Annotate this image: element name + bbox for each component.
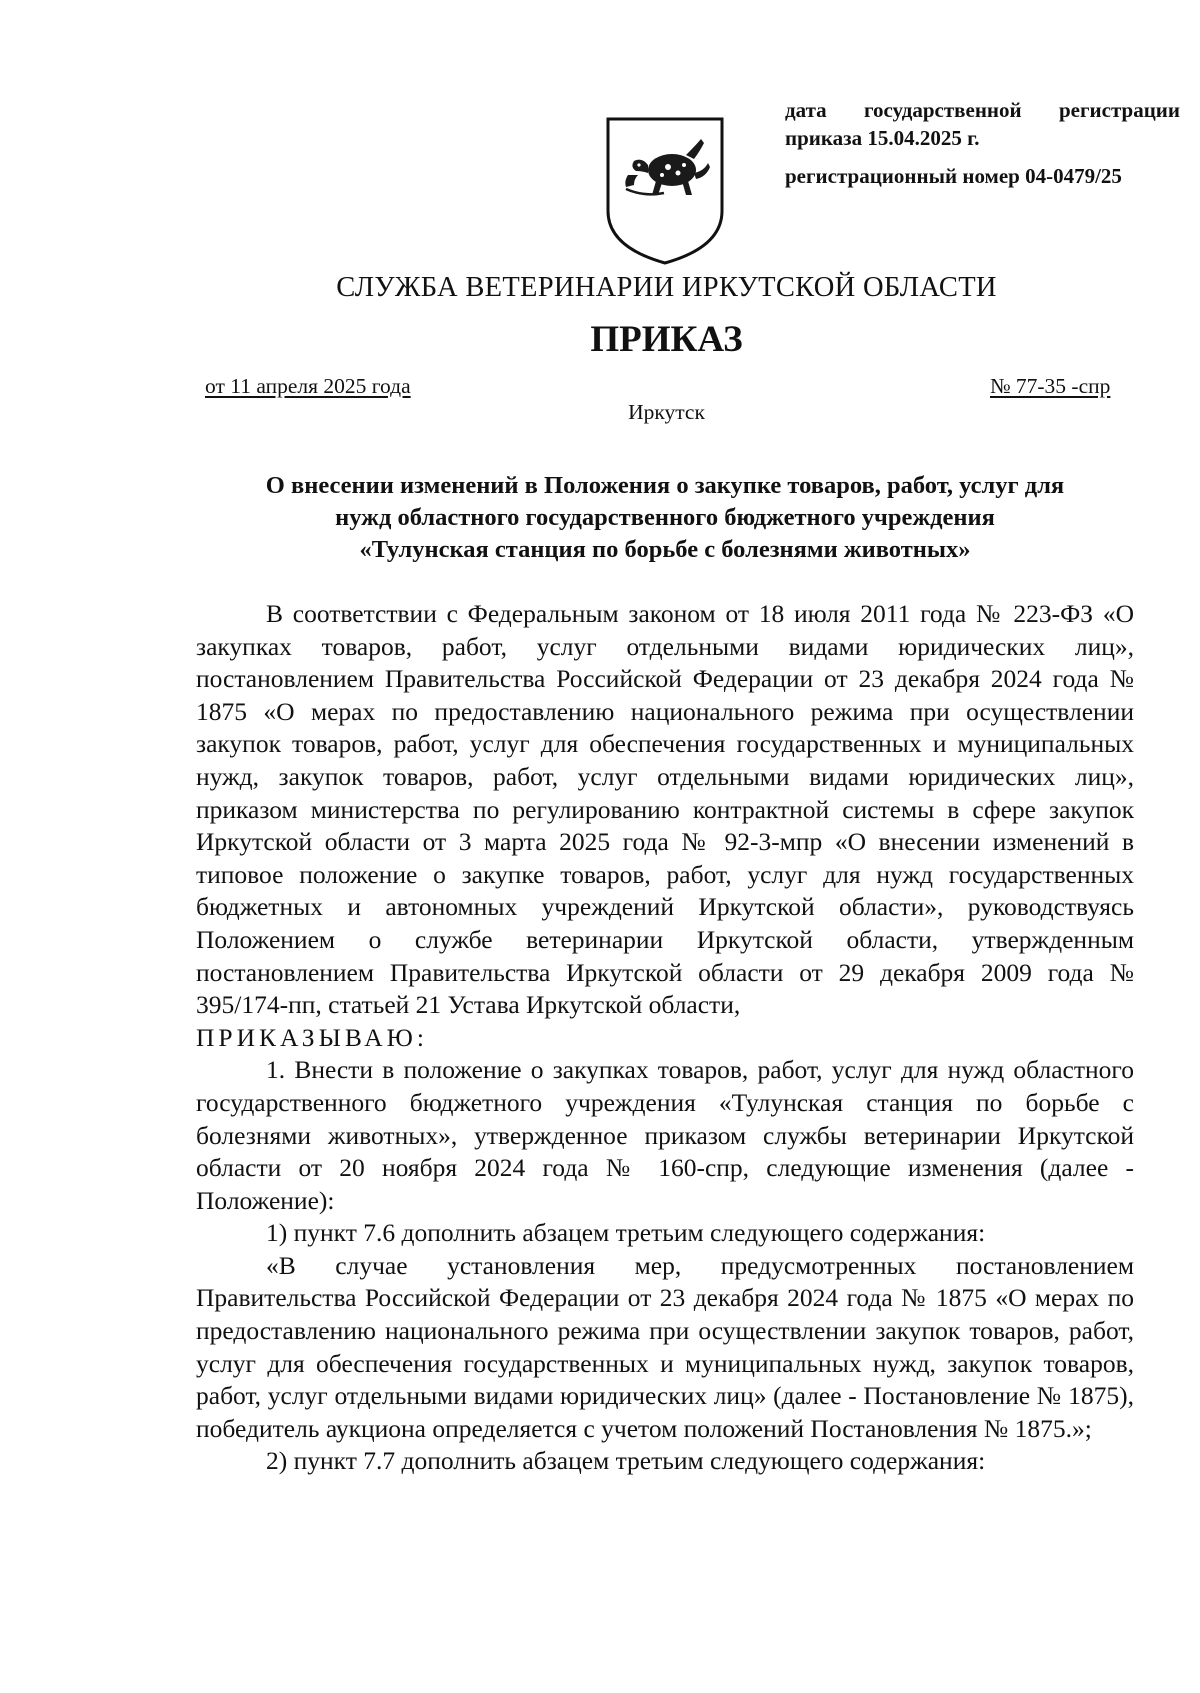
subclause-2-paragraph: 2) пункт 7.7 дополнить абзацем третьим следующего содержания: xyxy=(266,1446,986,1476)
document-body xyxy=(196,598,1134,1478)
document-title-line: нужд областного государственного бюджетного учреждения xyxy=(335,504,995,531)
order-city: Иркутск xyxy=(628,400,705,424)
subclause-1-paragraph: 1) пункт 7.6 дополнить абзацем третьим следующего содержания: xyxy=(266,1218,986,1248)
organization-name: СЛУЖБА ВЕТЕРИНАРИИ ИРКУТСКОЙ ОБЛАСТИ xyxy=(336,272,997,303)
order-date: от 11 апреля 2025 года xyxy=(205,374,411,398)
order-number: № 77-35 -спр xyxy=(990,374,1111,398)
clause-1-paragraph: 1. Внести в положение о закупках товаров, работ, услуг для нужд областного государственного бюджетного учреждения «Тулунская станция по борьбе с болезнями животных», утвержденное приказом службы ветеринарии Иркутской области от 20 ноября 2024 года № 160-спр, следующие изменения (далее - Положение): xyxy=(196,1055,1134,1215)
registration-number: регистрационный номер 04-0479/25 xyxy=(785,164,1122,188)
preamble-paragraph: В соответствии с Федеральным законом от 18 июля 2011 года № 223-ФЗ «О закупках товаров, работ, услуг отдельными видами юридических лиц», постановлением Правительства Российской Федерации от 23 декабря 2024 года № 1875 «О мерах по предоставлению национального режима при осуществлении закупок товаров, работ, услуг для обеспечения государственных и муниципальных нужд, закупок товаров, работ, услуг отдельными видами юридических лиц», приказом министерства по регулированию контрактной системы в сфере закупок Иркутской области от 3 марта 2025 года № 92-3-мпр «О внесении изменений в типовое положение о закупке товаров, работ, услуг для нужд государственных бюджетных и автономных учреждений Иркутской области», руководствуясь Положением о службе ветеринарии Иркутской области, утвержденным постановлением Правительства Иркутской области от 29 декабря 2009 года № 395/174-пп, статьей 21 Устава Иркутской области, xyxy=(196,599,1134,1020)
order-directive: ПРИКАЗЫВАЮ: xyxy=(196,1022,428,1052)
irkutsk-coat-of-arms-icon xyxy=(604,115,726,267)
document-title-line: «Тулунская станция по борьбе с болезнями животных» xyxy=(359,536,971,563)
document-title-line: О внесении изменений в Положения о закупке товаров, работ, услуг для xyxy=(265,472,1065,499)
document-title xyxy=(200,470,1130,566)
order-heading: ПРИКАЗ xyxy=(590,319,743,360)
quoted-amendment-paragraph: «В случае установления мер, предусмотренных постановлением Правительства Российской Федерации от 23 декабря 2024 года № 1875 «О мерах по предоставлению национального режима при осуществлении закупок товаров, работ, услуг для обеспечения государственных и муниципальных нужд, закупок товаров, работ, услуг отдельными видами юридических лиц» (далее - Постановление № 1875), победитель аукциона определяется с учетом положений Постановления № 1875.»; xyxy=(196,1250,1134,1443)
registration-date-value: приказа 15.04.2025 г. xyxy=(785,126,980,150)
registration-block xyxy=(785,96,1180,190)
registration-date-label: дата государственной регистрации xyxy=(785,98,1180,122)
